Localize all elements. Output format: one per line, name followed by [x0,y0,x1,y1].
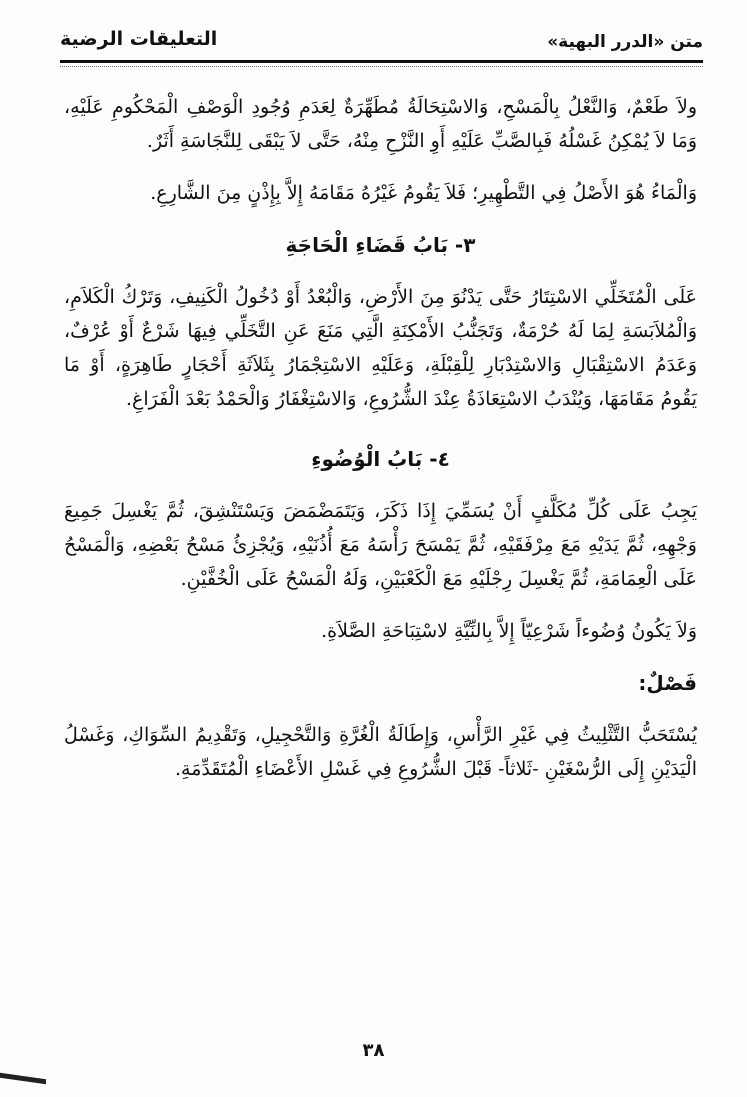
paragraph-water-principle: وَالْمَاءُ هُوَ الأَصْلُ فِي التَّطْهِيرِ؛ فَلاَ يَقُومُ غَيْرُهُ مَقَامَهُ إِلاَّ بِإِذْنٍ مِنَ الشَّارِعِ. [150,182,697,204]
page-number: ٣٨ [362,1040,385,1061]
paragraph-wudu-obligations: يَجِبُ عَلَى كُلِّ مُكَلَّفٍ أَنْ يُسَمِّيَ إِذَا ذَكَرَ، وَيَتَمَضْمَضَ وَيَسْتَنْشِقَ، ثُمَّ يَغْسِلَ جَمِيعَ وَجْهِهِ، ثُمَّ يَدَيْهِ مَعَ مِرْفَقَيْهِ، ثُمَّ يَمْسَحَ رَأْسَهُ مَعَ أُذُنَيْهِ، وَيُجْزِئُ مَسْحُ بَعْضِهِ، وَالْمَسْحُ عَلَى الْعِمَامَةِ، ثُمَّ يَغْسِلَ رِجْلَيْهِ مَعَ الْكَعْبَيْنِ، وَلَهُ الْمَسْحُ عَلَى الْخُفَّيْنِ. [64,500,697,590]
header-rule [60,60,703,63]
paragraph-wudu-intention: وَلاَ يَكُونُ وُضُوءاً شَرْعِيّاً إِلاَّ بِالنِّيَّةِ لاسْتِبَاحَةِ الصَّلاَةِ. [321,620,697,642]
paragraph-purification-end: ولاَ طَعْمٌ، وَالنَّعْلُ بِالْمَسْحِ، وَالاسْتِحَالَةُ مُطَهِّرَةٌ لِعَدَمِ وُجُودِ الْوَصْفِ الْمَحْكُومِ عَلَيْهِ، وَمَا لاَ يُمْكِنُ غَسْلُهُ فَبِالصَّبِّ عَلَيْهِ أَوِ النَّزْحِ مِنْهُ، حَتَّى لاَ يَبْقَى لِلنَّجَاسَةِ أَثَرٌ. [64,96,697,152]
chapter-heading-wudu: ٤- بَابُ الْوُضُوءِ [311,447,450,471]
book-title: متن «الدرر البهية» [547,32,703,52]
chapter-heading-relieving: ٣- بَابُ قَضَاءِ الْحَاجَةِ [285,233,476,257]
page-body [64,90,697,786]
running-header [60,24,703,64]
section-heading-fasl: فَصْلٌ: [638,671,697,695]
scan-edge-mark [0,1073,46,1084]
paragraph-relieving: عَلَى الْمُتَخَلِّي الاسْتِتَارُ حَتَّى يَدْنُوَ مِنَ الأَرْضِ، وَالْبُعْدُ أَوْ دُخُولُ الْكَنِيفِ، وَتَرْكُ الْكَلاَمِ، وَالْمُلاَبَسَةِ لِمَا لَهُ حُرْمَةٌ، وَتَجَنُّبُ الأَمْكِنَةِ الَّتِي مَنَعَ عَنِ التَّخَلِّي فِيهَا شَرْعٌ أَوْ عُرْفٌ، وَعَدَمُ الاسْتِقْبَالِ وَالاسْتِدْبَارِ لِلْقِبْلَةِ، وَعَلَيْهِ الاسْتِجْمَارُ بِثَلاَثَةِ أَحْجَارٍ طَاهِرَةٍ، أَوْ مَا يَقُومُ مَقَامَهَا، وَيُنْدَبُ الاسْتِعَاذَةُ عِنْدَ الشُّرُوعِ، وَالاسْتِغْفَارُ وَالْحَمْدُ بَعْدَ الْفَرَاغِ. [64,286,697,410]
commentary-title: التعليقات الرضية [60,28,218,50]
header-dotted-rule [60,66,703,67]
paragraph-recommended-acts: يُسْتَحَبُّ التَّثْلِيثُ فِي غَيْرِ الرَّأْسِ، وَإِطَالَةُ الْغُرَّةِ وَالتَّحْجِيلِ، وَتَقْدِيمُ السِّوَاكِ، وَغَسْلُ الْيَدَيْنِ إِلَى الرُّسْغَيْنِ -ثَلاثاً- قَبْلَ الشُّرُوعِ فِي غَسْلِ الأَعْضَاءِ الْمُتَقَدِّمَةِ. [64,724,697,780]
